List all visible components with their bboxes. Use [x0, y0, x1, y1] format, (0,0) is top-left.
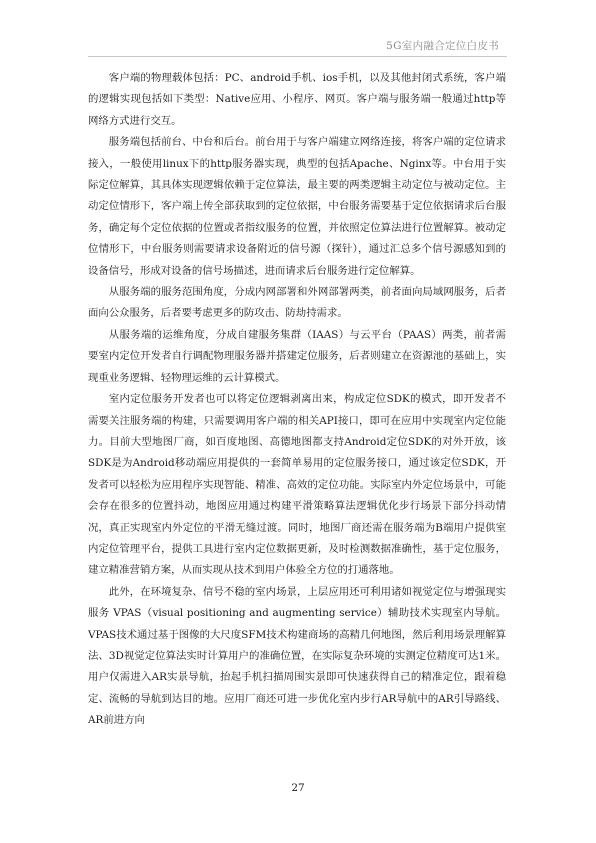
paragraph-location-sdk: 室内定位服务开发者也可以将定位逻辑剥离出来，构成定位SDK的模式，即开发者不需要关注服务端的构建，只需要调用客户端的相关API接口，即可在应用中实现室内定位能力。目前大型地图厂商，如百度地图、高德地图都支持Android定位SDK的对外开放，该SDK是为Android移动端应用提供的一套简单易用的定位服务接口，通过该定位SDK，开发者可以轻松为应用程序实现智能、精准、高效的定位功能。实际室内外定位场景中，可能会存在很多的位置抖动，地图应用通过构建平滑策略算法逻辑优化步行场景下部分抖动情况，真正实现室内外定位的平滑无缝过渡。同时，地图厂商还需在服务端为B端用户提供室内定位管理平台，提供工具进行室内定位数据更新，及时检测数据准确性，基于定位服务，建立精准营销方案，从而实现从技术到用户体验全方位的打通落地。 [88, 393, 506, 577]
paragraph-client-carriers: 客户端的物理载体包括：PC、android手机、ios手机，以及其他封闭式系统，客户端的逻辑实现包括如下类型：Native应用、小程序、网页。客户端与服务端一般通过http等网络方式进行交互。 [88, 72, 506, 127]
paragraph-server-tiers: 服务端包括前台、中台和后台。前台用于与客户端建立网络连接，将客户端的定位请求接入，一般使用linux下的http服务器实现，典型的包括Apache、Nginx等。中台用于实际定位解算，其具体实现逻辑依赖于定位算法，最主要的两类逻辑主动定位与被动定位。主动定位情形下，客户端上传全部获取到的定位依据，中台服务需要基于定位依据请求后台服务，确定每个定位依据的位置或者指纹服务的位置，并依照定位算法进行位置解算。被动定位情形下，中台服务则需要请求设备附近的信号源（探针），通过汇总多个信号源感知到的设备信号，形成对设备的信号场描述，进而请求后台服务进行定位解算。 [88, 136, 506, 277]
paragraph-service-scope: 从服务端的服务范围角度，分成内网部署和外网部署两类，前者面向局域网服务，后者面向公众服务，后者要考虑更多的防攻击、防劫持需求。 [88, 286, 506, 320]
page-number: 27 [291, 782, 305, 794]
paragraph-operations: 从服务端的运维角度，分成自建服务集群（IAAS）与云平台（PAAS）两类，前者需要室内定位开发者自行调配物理服务器并搭建定位服务，后者则建立在资源池的基础上，实现重业务逻辑、轻物理运维的云计算模式。 [88, 328, 506, 384]
body-text [88, 68, 506, 732]
running-header-title: 5G室内融合定位白皮书 [386, 40, 499, 52]
paragraph-vpas: 此外，在环境复杂、信号不稳的室内场景，上层应用还可利用诸如视觉定位与增强现实服务 VPAS（visual positioning and augmenting service）辅助技术实现室内导航。VPAS技术通过基于图像的大尺度SFM技术构建商场的高精几何地图，然后利用场景理解算法、3D视觉定位算法实时计算用户的准确位置，在实际复杂环境的实测定位精度可达1米。用户仅需进入AR实景导航，抬起手机扫描周围实景即可快速获得自己的精准定位，跟着稳定、流畅的导航到达目的地。应用厂商还可进一步优化室内步行AR导航中的AR引导路线、AR前进方向 [88, 585, 506, 727]
header-divider [88, 56, 507, 57]
